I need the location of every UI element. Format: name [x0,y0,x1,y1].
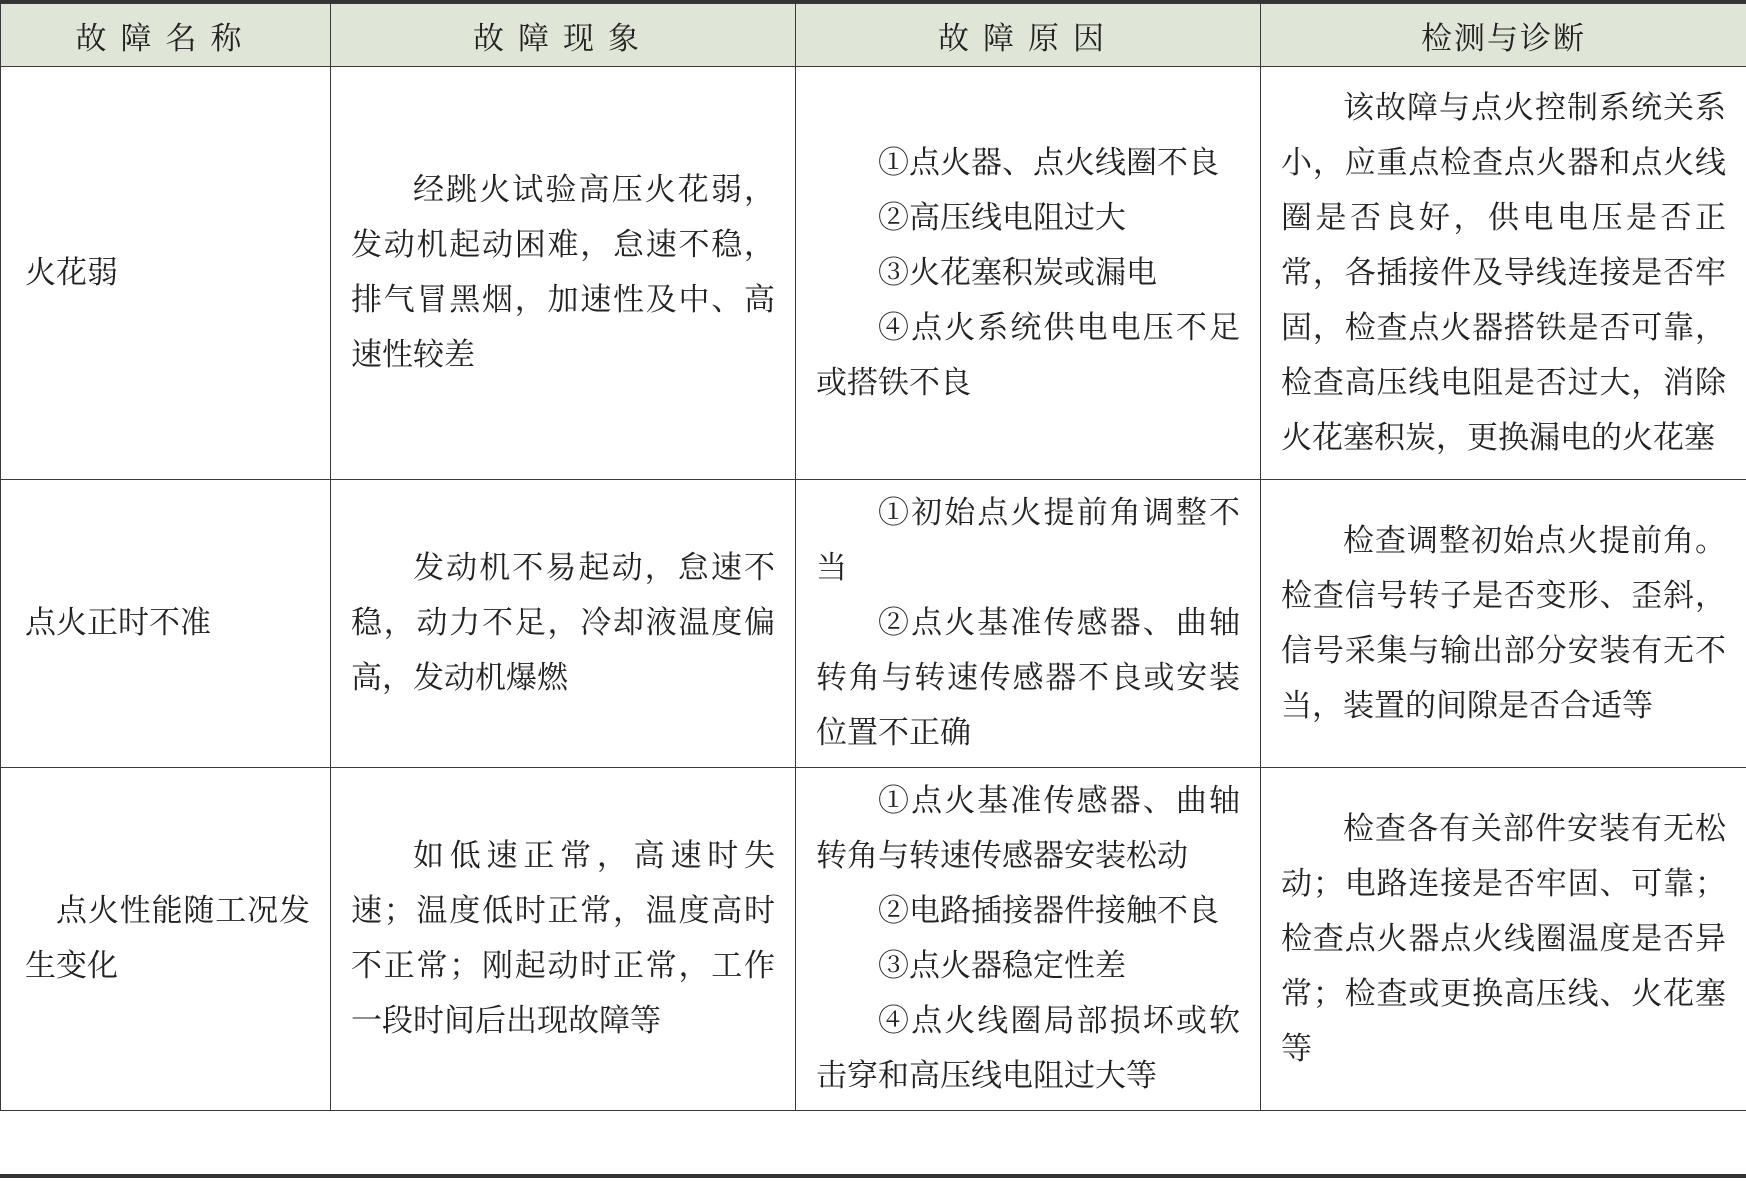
phenomenon-cell: 经跳火试验高压火花弱，发动机起动困难，怠速不稳，排气冒黑烟，加速性及中、高速性较差 [331,67,796,480]
cause-item: ②高压线电阻过大 [878,199,1126,236]
diagnosis-cell: 检查调整初始点火提前角。检查信号转子是否变形、歪斜，信号采集与输出部分安装有无不当，装置的间隙是否合适等 [1261,480,1746,768]
table-header [1,4,1746,67]
cause-cell [796,480,1261,768]
cause-item: ④点火系统供电电压不足或搭铁不良 [816,309,1240,401]
header-fault-cause: 故障原因 [796,4,1261,67]
header-diagnosis: 检测与诊断 [1261,4,1746,67]
cause-item: ②点火基准传感器、曲轴转角与转速传感器不良或安装位置不正确 [816,605,1240,751]
cause-item: ①点火器、点火线圈不良 [878,144,1219,181]
cause-item: ③点火器稳定性差 [878,948,1126,984]
header-fault-phenomenon: 故障现象 [331,4,796,67]
diagnosis-cell: 检查各有关部件安装有无松动；电路连接是否牢固、可靠；检查点火器点火线圈温度是否异常；检查或更换高压线、火花塞等 [1261,768,1746,1111]
phenomenon-cell: 如低速正常，高速时失速；温度低时正常，温度高时不正常；刚起动时正常，工作一段时间后出现故障等 [331,768,796,1111]
cause-item: ③火花塞积炭或漏电 [878,254,1157,291]
cause-item: ①点火基准传感器、曲轴转角与转速传感器安装松动 [816,783,1240,874]
fault-name-cell: 点火性能随工况发生变化 [1,768,331,1111]
table-row [1,67,1746,480]
cause-item: ④点火线圈局部损坏或软击穿和高压线电阻过大等 [816,1003,1240,1094]
cause-cell [796,768,1261,1111]
table-row [1,480,1746,768]
diagnosis-cell: 该故障与点火控制系统关系小，应重点检查点火器和点火线圈是否良好，供电电压是否正常，各插接件及导线连接是否牢固，检查点火器搭铁是否可靠，检查高压线电阻是否过大，消除火花塞积炭，更换漏电的火花塞 [1261,67,1746,480]
bottom-rule [0,1174,1746,1178]
fault-name-cell: 火花弱 [1,67,331,480]
table-row [1,768,1746,1111]
cause-cell [796,67,1261,480]
phenomenon-cell: 发动机不易起动，怠速不稳，动力不足，冷却液温度偏高，发动机爆燃 [331,480,796,768]
fault-name-cell: 点火正时不准 [1,480,331,768]
table-body [1,67,1746,1111]
fault-table [0,3,1746,1111]
header-fault-name: 故障名称 [1,4,331,67]
cause-item: ①初始点火提前角调整不当 [816,495,1240,586]
cause-item: ②电路插接器件接触不良 [878,893,1219,929]
